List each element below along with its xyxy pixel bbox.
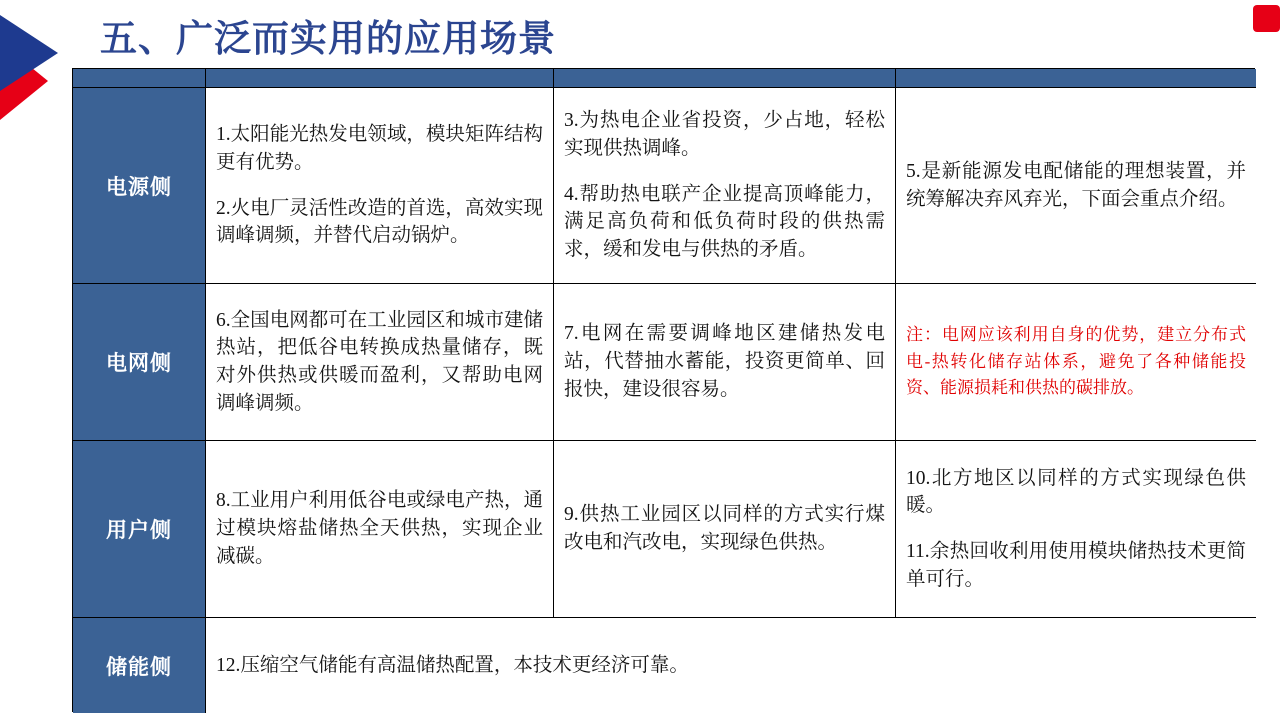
cell-text: 9.供热工业园区以同样的方式实行煤改电和汽改电，实现绿色供热。 (564, 504, 885, 553)
cell-text: 5.是新能源发电配储能的理想装置，并统筹解决弃风弃光，下面会重点介绍。 (906, 160, 1246, 210)
table-cell (554, 88, 896, 284)
cell-text: 2.火电厂灵活性改造的首选，高效实现调峰调频，并替代启动锅炉。 (216, 197, 543, 247)
cell-text: 11.余热回收利用使用模块储热技术更简单可行。 (906, 541, 1246, 590)
table-cell (206, 441, 554, 618)
cell-text: 4.帮助热电联产企业提高顶峰能力，满足高负荷和低负荷时段的供热需求，缓和发电与供热的矛盾。 (564, 183, 885, 261)
table-cell (206, 284, 554, 441)
table-cell (206, 618, 1256, 713)
table-cell (554, 284, 896, 441)
row-label-storage-side: 储能侧 (73, 618, 206, 713)
cell-text: 8.工业用户利用低谷电或绿电产热，通过模块熔盐储热全天供热，实现企业减碳。 (216, 490, 543, 567)
table-header-cell (73, 69, 206, 88)
page-title: 五、广泛而实用的应用场景 (100, 19, 556, 60)
row-label-power-source-side: 电源侧 (73, 88, 206, 284)
corner-red-badge-icon (1253, 5, 1280, 32)
table-cell (554, 441, 896, 618)
cell-text: 12.压缩空气储能有高温储热配置，本技术更经济可靠。 (216, 654, 689, 676)
cell-text: 3.为热电企业省投资，少占地，轻松实现供热调峰。 (564, 110, 885, 159)
table-cell (896, 88, 1256, 284)
table-cell (896, 441, 1256, 618)
table-header-cell (896, 69, 1256, 88)
table-cell-note (896, 284, 1256, 441)
row-label-grid-side: 电网侧 (73, 284, 206, 441)
table-cell (206, 88, 554, 284)
table-header-cell (554, 69, 896, 88)
cell-text: 1.太阳能光热发电领域，模块矩阵结构更有优势。 (216, 124, 543, 173)
application-scenarios-table (72, 68, 1255, 712)
cell-text: 10.北方地区以同样的方式实现绿色供暖。 (906, 467, 1246, 517)
cell-text: 7.电网在需要调峰地区建储热发电站，代替抽水蓄能，投资更简单、回报快，建设很容易。 (564, 323, 885, 400)
row-label-user-side: 用户侧 (73, 441, 206, 618)
note-text: 注：电网应该利用自身的优势，建立分布式电-热转化储存站体系，避免了各种储能投资、能源损耗和供热的碳排放。 (906, 325, 1246, 398)
table-header-cell (206, 69, 554, 88)
cell-text: 6.全国电网都可在工业园区和城市建储热站，把低谷电转换成热量储存，既对外供热或供暖而盈利，又帮助电网调峰调频。 (216, 309, 543, 414)
